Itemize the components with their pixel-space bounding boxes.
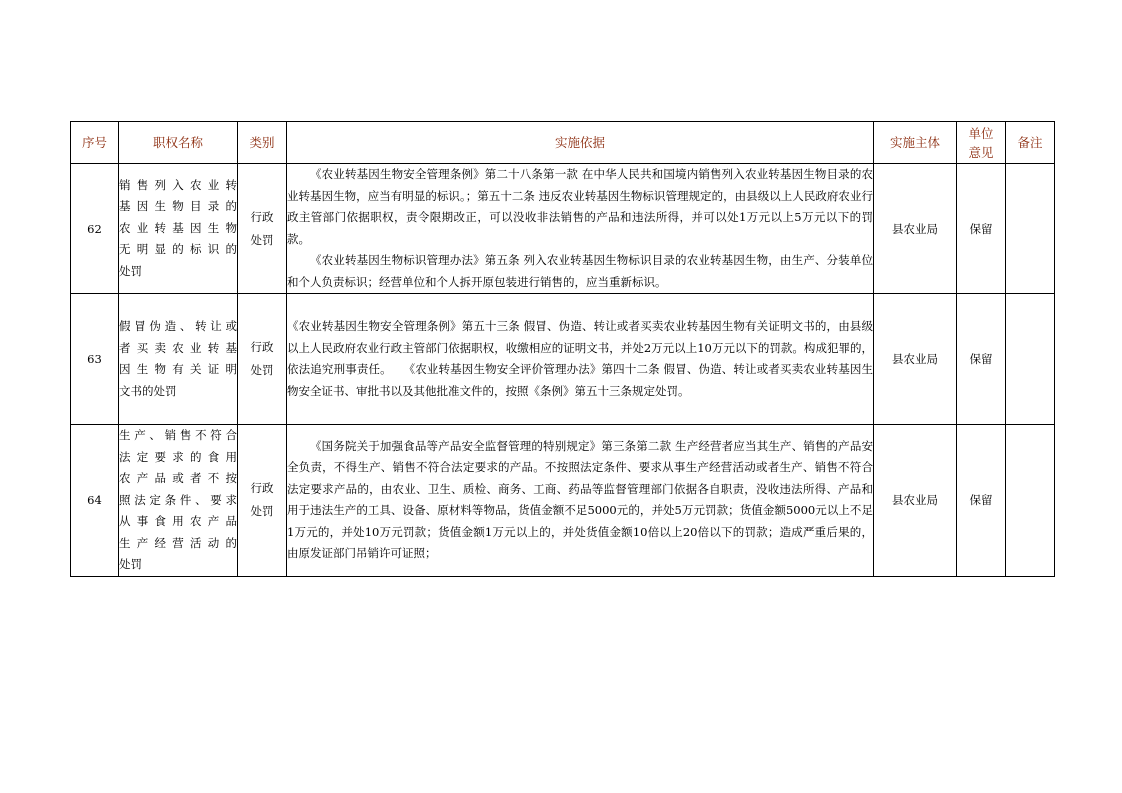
row-name-line: 假冒伪造、转让或 (119, 319, 237, 333)
row-seq: 63 (71, 294, 119, 425)
header-opinion-line1: 单位 (968, 125, 994, 141)
row-category (238, 425, 287, 577)
row-name-line: 农产品或者不按 (119, 471, 237, 485)
row-category-line: 行政 (250, 481, 274, 496)
header-row (71, 122, 1055, 164)
row-category-line: 行政 (250, 209, 274, 224)
row-seq: 64 (71, 425, 119, 577)
row-category-line: 处罚 (250, 504, 274, 519)
row-name-line: 基因生物目录的 (119, 199, 237, 214)
row-name-line: 生产经营活动的 (119, 535, 237, 550)
row-remark (1006, 425, 1055, 577)
row-name (119, 294, 238, 425)
row-name-line: 处罚 (119, 263, 142, 278)
table-row (71, 164, 1055, 294)
row-remark (1006, 164, 1055, 294)
basis-paragraph: 《农业转基因生物标识管理办法》第五条 列入农业转基因生物标识目录的农业转基因生物，由生产、分装单位和个人负责标识；经营单位和个人拆开原包装进行销售的，应当重新标识。 (287, 253, 873, 289)
header-seq: 序号 (71, 122, 119, 164)
row-category-line: 处罚 (250, 363, 274, 377)
row-name (119, 164, 238, 294)
basis-paragraph: 《农业转基因生物安全管理条例》第五十三条 假冒、伪造、转让或者买卖农业转基因生物有关证明文书的，由县级以上人民政府农业行政主管部门依据职权，收缴相应的证明文书，并处2万元以上10万元以下的罚款。构成犯罪的，依法追究刑事责任。 《农业转基因生物安全评价管理办法》第四十二条 假冒、伪造、转让或者买卖农业转基因生物安全证书、审批书以及其他批准文件的，按照《条例》第五十三条规定处罚。 (287, 319, 873, 398)
row-subject: 县农业局 (874, 425, 957, 577)
row-basis (287, 425, 874, 577)
row-name-line: 从事食用农产品 (119, 514, 237, 528)
row-category (238, 164, 287, 294)
basis-paragraph: 《国务院关于加强食品等产品安全监督管理的特别规定》第三条第二款 生产经营者应当其生产、销售的产品安全负责，不得生产、销售不符合法定要求的产品。不按照法定条件、要求从事生产经营活动或者生产、销售不符合法定要求产品的，由农业、卫生、质检、商务、工商、药品等监督管理部门依据各自职责，没收违法所得、产品和用于违法生产的工具、设备、原材料等物品，货值金额不足5000元的，并处5万元罚款；货值金额5000元以上不足1万元的，并处10万元罚款；货值金额1万元以上的，并处货值金额10倍以上20倍以下的罚款；造成严重后果的，由原发证部门吊销许可证照； (287, 438, 873, 561)
row-subject: 县农业局 (874, 294, 957, 425)
row-subject: 县农业局 (874, 164, 957, 294)
row-remark (1006, 294, 1055, 425)
row-name (119, 425, 238, 577)
row-category (238, 294, 287, 425)
header-opinion-line2: 意见 (968, 144, 994, 160)
header-category: 类别 (238, 122, 287, 164)
row-category-line: 行政 (250, 340, 274, 354)
authority-table (70, 121, 1055, 577)
row-name-line: 生产、销售不符合 (119, 428, 237, 442)
row-opinion: 保留 (957, 294, 1006, 425)
header-basis: 实施依据 (287, 122, 874, 164)
header-subject: 实施主体 (874, 122, 957, 164)
table-row (71, 294, 1055, 425)
row-name-line: 文书的处罚 (119, 383, 177, 398)
row-name-line: 照法定条件、要求 (119, 492, 237, 507)
row-basis (287, 294, 874, 425)
row-name-line: 处罚 (119, 557, 142, 571)
row-name-line: 农业转基因生物 (119, 220, 237, 235)
header-opinion (957, 122, 1006, 164)
row-opinion: 保留 (957, 425, 1006, 577)
row-name-line: 销售列入农业转 (119, 177, 237, 192)
header-name: 职权名称 (119, 122, 238, 164)
row-category-line: 处罚 (250, 232, 274, 247)
row-name-line: 者买卖农业转基 (119, 340, 237, 355)
row-name-line: 无明显的标识的 (119, 242, 237, 257)
row-opinion: 保留 (957, 164, 1006, 294)
basis-paragraph: 《农业转基因生物安全管理条例》第二十八条第一款 在中华人民共和国境内销售列入农业转基因生物目录的农业转基因生物，应当有明显的标识。；第五十二条 违反农业转基因生物标识管理规定的，由县级以上人民政府农业行政主管部门依据职权，责令限期改正，可以没收非法销售的产品和违法所得，并可以处1万元以上5万元以下的罚款。 (287, 167, 873, 246)
row-basis (287, 164, 874, 294)
row-seq: 62 (71, 164, 119, 294)
table-row (71, 425, 1055, 577)
header-remark: 备注 (1006, 122, 1055, 164)
row-name-line: 法定要求的食用 (119, 449, 237, 464)
row-name-line: 因生物有关证明 (119, 362, 237, 376)
